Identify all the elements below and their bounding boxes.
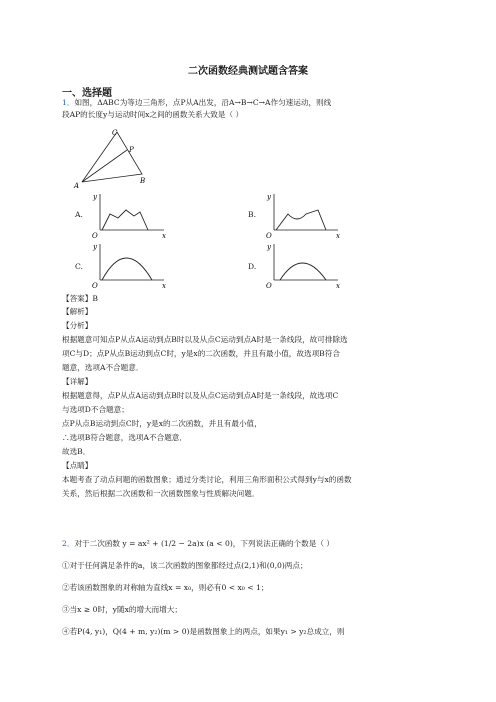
option-b-graph [262, 190, 342, 240]
xiangjie-line1: 根据题意得，点P从点A运动到点B时以及从点C运动到点A时是一条线段，故选项C [62, 391, 339, 400]
fenxi-line2: 项C与D；点P从点B运动到点C时，y是x的二次函数，并且有最小值，故选项B符合 [62, 349, 340, 358]
page-title: 二次函数经典测试题含答案 [188, 66, 308, 77]
curve-a [102, 210, 148, 230]
x-label: x [162, 282, 166, 290]
fenxi-line1: 根据题意可知点P从点A运动到点B时以及从点C运动到点A时是一条线段，故可排除选 [62, 335, 348, 344]
y-label: y [93, 193, 97, 201]
origin-label: O [266, 282, 272, 290]
q2-stem-line [62, 538, 334, 549]
q2-statement-1: ①对于任何满足条件的a，该二次函数的图象都经过点(2,1)和(0,0)两点； [62, 561, 308, 570]
q1-number: 1． [62, 98, 75, 107]
option-d-label: D. [248, 262, 257, 271]
answer-tag: 【答案】B [62, 294, 98, 303]
option-c-graph [88, 240, 168, 290]
option-d-graph [262, 240, 342, 290]
label-p: P [129, 146, 134, 154]
origin-label: O [92, 232, 98, 240]
q1-stem-text1: 如图，ΔABC为等边三角形，点P从A出发，沿A→B→C→A作匀速运动，则线 [74, 98, 332, 107]
option-a-label: A. [75, 210, 83, 219]
y-label: y [267, 193, 271, 201]
xiangjie-line5: 故选B． [62, 447, 91, 456]
fenxi-tag: 【分析】 [62, 321, 93, 330]
section-heading: 一、选择题 [62, 88, 112, 99]
fenxi-line3: 题意，选项A不合题意． [62, 363, 144, 372]
label-a: A [74, 182, 80, 190]
origin-label: O [266, 232, 272, 240]
xiangjie-tag: 【详解】 [62, 377, 93, 386]
dianjing-tag: 【点睛】 [62, 461, 93, 470]
q1-stem-line1 [62, 97, 331, 108]
q2-statement-3: ③当x ≥ 0时，y随x的增大而增大； [62, 605, 183, 614]
q2-statement-4: ④若P(4, y₁)，Q(4 + m, y₂)(m > 0)是函数图象上的两点，如果y₁ > y₂总成立，则 [62, 627, 345, 636]
x-label: x [336, 282, 340, 290]
origin-label: O [92, 282, 98, 290]
triangle-figure [72, 126, 162, 190]
y-label: y [267, 243, 271, 251]
triangle-abc [82, 132, 142, 182]
curve-d [280, 263, 326, 280]
dianjing-line1: 本题考查了动点问题的函数图象；通过分类讨论，利用三角形面积公式得到y与x的函数 [62, 475, 352, 484]
jiexi-tag: 【解析】 [62, 307, 93, 316]
label-b: B [140, 177, 146, 185]
option-b-label: B. [248, 210, 256, 219]
dianjing-line2: 关系，然后根据二次函数和一次函数图象与性质解决问题． [62, 489, 260, 498]
option-a-graph [88, 190, 168, 240]
q2-stem-text: 对于二次函数 y = ax² + (1/2 − 2a)x (a < 0)，下列说法正确的个数是（ ） [74, 539, 334, 548]
q1-stem-line2: 段AP的长度y与运动时间x之间的函数关系大致是（ ） [62, 110, 244, 119]
x-label: x [336, 232, 340, 240]
y-label: y [93, 243, 97, 251]
option-c-label: C. [75, 262, 83, 271]
q2-statement-2: ②若该函数图象的对称轴为直线x = x₀，则必有0 < x₀ < 1； [62, 583, 269, 592]
label-c: C [112, 129, 118, 137]
curve-b [276, 210, 326, 230]
xiangjie-line4: ∴选项B符合题意，选项A不合题意． [62, 433, 187, 442]
curve-c [102, 258, 152, 280]
xiangjie-line2: 与选项D不合题意； [62, 405, 129, 414]
x-label: x [162, 232, 166, 240]
xiangjie-line3: 点P从点B运动到点C时，y是x的二次函数，并且有最小值， [62, 419, 262, 428]
q2-number: 2． [62, 539, 75, 548]
